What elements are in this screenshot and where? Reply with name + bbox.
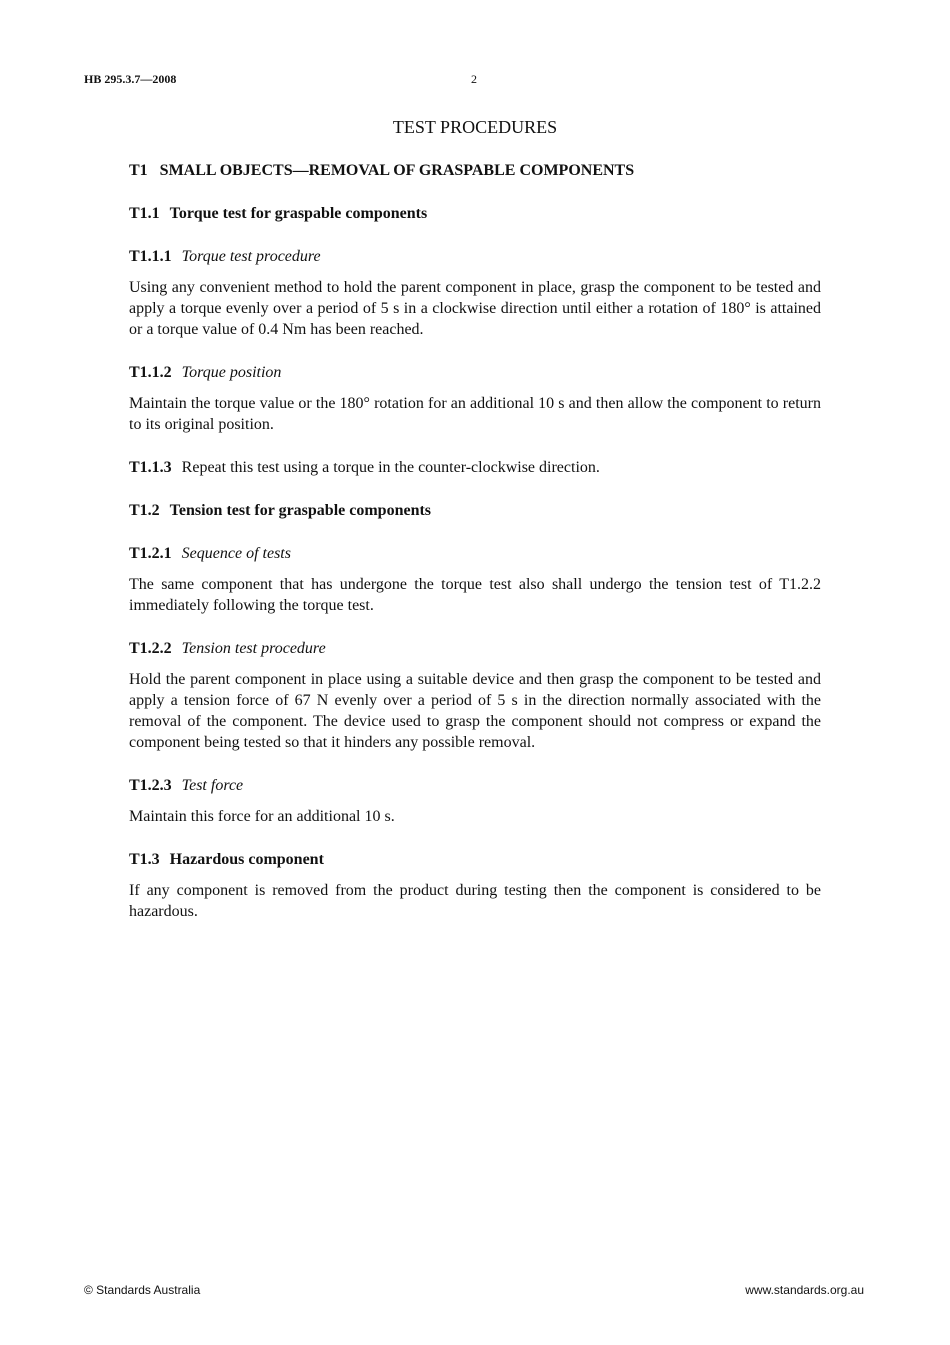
clause-t1-1-2-text: Maintain the torque value or the 180° rotation for an additional 10 s and then allow the component to return to its original position. bbox=[129, 395, 821, 433]
clause-t1-2-2-heading bbox=[129, 638, 821, 659]
clause-number: T1.2.2 bbox=[129, 640, 172, 657]
section-number: T1 bbox=[129, 162, 148, 179]
section-t1-heading bbox=[129, 160, 821, 181]
clause-title: Torque position bbox=[181, 364, 282, 381]
document-id: HB 295.3.7—2008 bbox=[84, 72, 177, 86]
clause-number: T1.2.3 bbox=[129, 777, 172, 794]
clause-t1-1-1-heading bbox=[129, 246, 821, 267]
document-body bbox=[129, 160, 821, 944]
section-title: Tension test for graspable components bbox=[169, 502, 432, 519]
clause-title: Tension test procedure bbox=[181, 640, 326, 657]
section-title: Torque test for graspable components bbox=[169, 205, 428, 222]
footer-copyright: © Standards Australia bbox=[84, 1283, 201, 1297]
section-title: SMALL OBJECTS—REMOVAL OF GRASPABLE COMPONENTS bbox=[159, 162, 635, 179]
page-title: TEST PROCEDURES bbox=[392, 117, 558, 137]
section-t1-1-heading bbox=[129, 203, 821, 224]
clause-t1-2-3-heading bbox=[129, 775, 821, 796]
clause-number: T1.1.2 bbox=[129, 364, 172, 381]
clause-t1-2-1-text: The same component that has undergone the torque test also shall undergo the tension test of T1.2.2 immediately following the torque test. bbox=[129, 576, 821, 614]
section-number: T1.1 bbox=[129, 205, 160, 222]
clause-title: Test force bbox=[181, 777, 244, 794]
clause-t1-1-2-heading bbox=[129, 362, 821, 383]
clause-t1-2-1-heading bbox=[129, 543, 821, 564]
section-t1-3-text: If any component is removed from the product during testing then the component is considered to be hazardous. bbox=[129, 882, 821, 920]
footer-website: www.standards.org.au bbox=[745, 1283, 864, 1297]
clause-t1-2-2-text: Hold the parent component in place using a suitable device and then grasp the component to be tested and apply a tension force of 67 N evenly over a period of 5 s in the direction normally associated with the removal of the component. The device used to grasp the component should not compress or expand the component being tested so that it hinders any possible removal. bbox=[129, 671, 821, 751]
clause-text: Repeat this test using a torque in the counter-clockwise direction. bbox=[181, 459, 600, 476]
clause-t1-1-1-text: Using any convenient method to hold the parent component in place, grasp the component to be tested and apply a torque evenly over a period of 5 s in a clockwise direction until either a rotation of 180° is attained or a torque value of 0.4 Nm has been reached. bbox=[129, 279, 821, 338]
clause-title: Torque test procedure bbox=[181, 248, 321, 265]
section-number: T1.3 bbox=[129, 851, 160, 868]
section-number: T1.2 bbox=[129, 502, 160, 519]
clause-title: Sequence of tests bbox=[181, 545, 291, 562]
clause-number: T1.1.3 bbox=[129, 459, 172, 476]
clause-t1-2-3-text: Maintain this force for an additional 10 s. bbox=[129, 808, 395, 825]
section-title: Hazardous component bbox=[169, 851, 324, 868]
clause-number: T1.2.1 bbox=[129, 545, 172, 562]
section-t1-2-heading bbox=[129, 500, 821, 521]
page-number: 2 bbox=[471, 72, 477, 86]
section-t1-3-heading bbox=[129, 849, 821, 870]
clause-number: T1.1.1 bbox=[129, 248, 172, 265]
clause-t1-1-3 bbox=[129, 457, 821, 478]
